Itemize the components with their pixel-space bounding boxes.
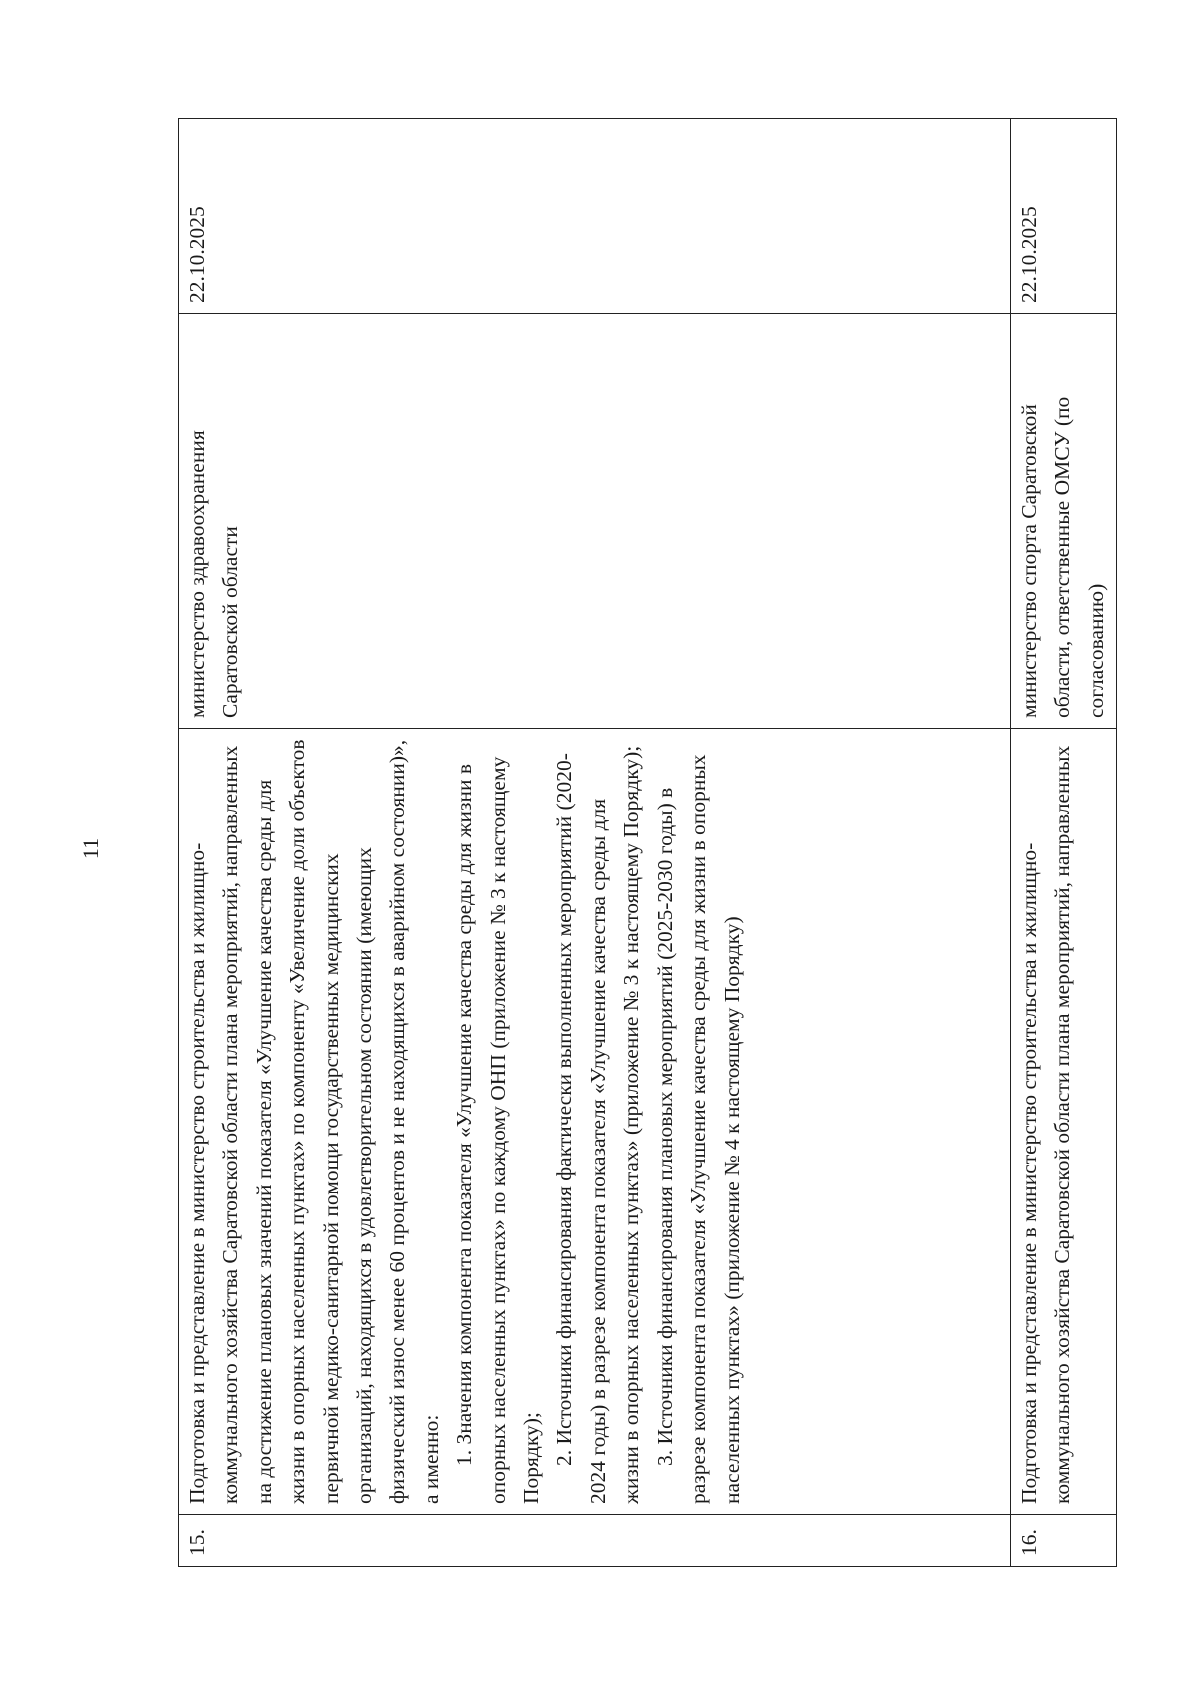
task-paragraph: 1. Значения компонента показателя «Улучшение качества среды для жизни в опорных населенных пунктах» по каждому ОНП (приложение № 3 к настоящему Порядку);	[452, 756, 544, 1504]
executor: министерство здравоохранения Саратовской области	[179, 314, 1011, 729]
task-paragraph: Подготовка и представление в министерство строительства и жилищно-коммунального хозяйства Саратовской области плана мероприятий, направленных	[1017, 745, 1075, 1504]
deadline: 22.10.2025	[1011, 119, 1117, 314]
task-description	[179, 729, 1011, 1515]
task-paragraph: 3. Источники финансирования плановых мероприятий (2025-2030 годы) в разрезе компонента показателя «Улучшение качества среды для жизни в опорных населенных пунктах» (приложение № 4 к настоящему Порядку)	[652, 754, 744, 1504]
table-viewport	[178, 117, 1200, 1567]
task-paragraph: 2. Источники финансирования фактически выполненных мероприятий (2020-2024 годы) в разрезе компонента показателя «Улучшение качества среды для жизни в опорных населенных пунктах» (приложение № 3 к настоящему Порядку);	[552, 745, 644, 1504]
task-description	[1011, 729, 1117, 1515]
executor: министерство спорта Саратовской области, ответственные ОМСУ (по согласованию)	[1011, 314, 1117, 729]
row-number: 16.	[1011, 1515, 1117, 1567]
task-paragraph: Подготовка и представление в министерство строительства и жилищно-коммунального хозяйства Саратовской области плана мероприятий, направленных на достижение плановых значений показателя «Улучшение качества среды для жизни в опорных населенных пунктах» по компоненту «Увеличение доли объектов первичной медико-санитарной помощи государственных медицинских организаций, находящихся в удовлетворительном состоянии (имеющих физический износ менее 60 процентов и не находящихся в аварийном состоянии)», а именно:	[185, 739, 443, 1504]
page-number: 11	[78, 837, 103, 860]
table-row	[179, 119, 1011, 1567]
table-row	[1011, 119, 1117, 1567]
measures-table	[178, 118, 1117, 1567]
deadline: 22.10.2025	[179, 119, 1011, 314]
row-number: 15.	[179, 1515, 1011, 1567]
